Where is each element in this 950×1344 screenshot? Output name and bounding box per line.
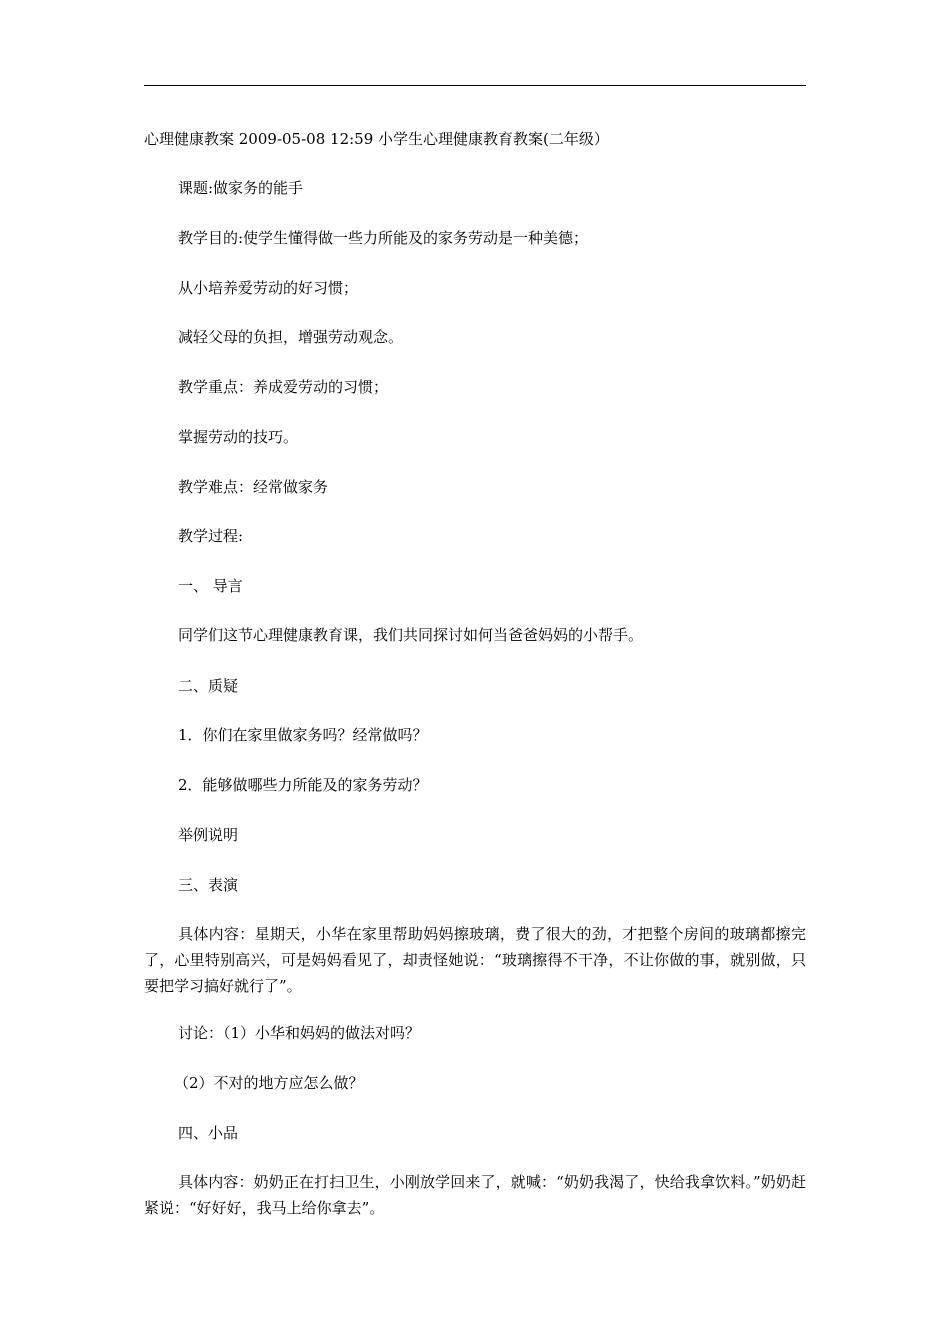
section-4-heading: 四、小品 (178, 1124, 239, 1142)
skit-paragraph: 具体内容：奶奶正在打扫卫生，小刚放学回来了，就喊：“奶奶我渴了，快给我拿饮料。”奶奶赶紧说：“好好好，我马上给你拿去”。 (144, 1173, 806, 1217)
performance-paragraph: 具体内容：星期天，小华在家里帮助妈妈擦玻璃，费了很大的劲，才把整个房间的玻璃都擦完了，心里特别高兴，可是妈妈看见了，却责怪她说：“玻璃擦得不干净，不让你做的事，就别做，只要把学习搞好就行了”。 (144, 925, 806, 995)
document-header: 心理健康教案 2009-05-08 12:59 小学生心理健康教育教案(二年级） (144, 130, 609, 148)
header-rule (144, 85, 806, 86)
section-2-heading: 二、质疑 (178, 677, 239, 695)
lesson-topic: 课题:做家务的能手 (178, 179, 304, 197)
question-1: 1．你们在家里做家务吗？经常做吗？ (178, 726, 428, 744)
key-point: 教学重点：养成爱劳动的习惯； (178, 378, 389, 396)
teaching-goal-3: 减轻父母的负担，增强劳动观念。 (178, 328, 404, 346)
discussion-1: 讨论：（1）小华和妈妈的做法对吗？ (178, 1024, 421, 1042)
question-2: 2．能够做哪些力所能及的家务劳动？ (178, 776, 428, 794)
introduction-text: 同学们这节心理健康教育课，我们共同探讨如何当爸爸妈妈的小帮手。 (178, 626, 644, 644)
teaching-process: 教学过程: (178, 527, 244, 545)
example-note: 举例说明 (178, 826, 239, 844)
section-1-heading: 一、 导言 (178, 577, 243, 595)
discussion-2: （2）不对的地方应怎么做？ (174, 1074, 364, 1092)
section-3-heading: 三、表演 (178, 876, 239, 894)
difficult-point: 教学难点：经常做家务 (178, 478, 329, 496)
teaching-goal-2: 从小培养爱劳动的好习惯； (178, 279, 359, 297)
teaching-goal: 教学目的:使学生懂得做一些力所能及的家务劳动是一种美德； (178, 229, 589, 247)
key-point-2: 掌握劳动的技巧。 (178, 428, 299, 446)
